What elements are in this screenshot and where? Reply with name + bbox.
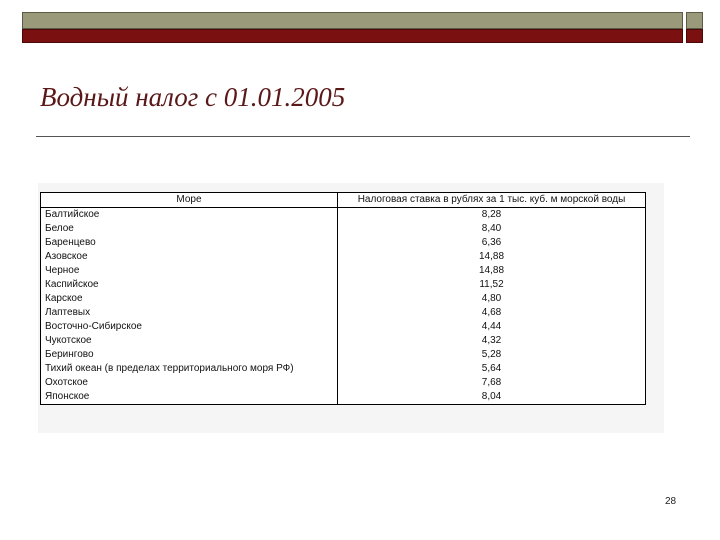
tax-rate-cell: 4,80 [338, 292, 646, 306]
table-row [41, 306, 646, 320]
sea-name-cell: Баренцево [41, 236, 338, 250]
tax-rate-table [40, 192, 646, 405]
sea-name-cell: Черное [41, 264, 338, 278]
sea-name-cell: Восточно-Сибирское [41, 320, 338, 334]
tax-rate-cell: 4,32 [338, 334, 646, 348]
table-row [41, 348, 646, 362]
decor-square-maroon [686, 29, 703, 43]
title-divider [36, 136, 690, 137]
table-header-row [41, 193, 646, 208]
table-row [41, 278, 646, 292]
tax-rate-cell: 14,88 [338, 250, 646, 264]
table-body [41, 208, 646, 405]
sea-name-cell: Азовское [41, 250, 338, 264]
sea-name-cell: Балтийское [41, 208, 338, 223]
decor-bar-olive [22, 12, 683, 29]
tax-rate-cell: 6,36 [338, 236, 646, 250]
sea-name-cell: Тихий океан (в пределах территориального моря РФ) [41, 362, 338, 376]
sea-name-cell: Японское [41, 390, 338, 405]
table-row [41, 376, 646, 390]
table-row [41, 222, 646, 236]
column-header-rate: Налоговая ставка в рублях за 1 тыс. куб. м морской воды [338, 193, 646, 208]
tax-rate-cell: 14,88 [338, 264, 646, 278]
table-row [41, 320, 646, 334]
sea-name-cell: Карское [41, 292, 338, 306]
table-row [41, 362, 646, 376]
table-row [41, 390, 646, 405]
sea-name-cell: Берингово [41, 348, 338, 362]
page-number: 28 [665, 496, 677, 507]
tax-rate-cell: 4,68 [338, 306, 646, 320]
table-row [41, 334, 646, 348]
table-row [41, 208, 646, 223]
tax-rate-cell: 5,64 [338, 362, 646, 376]
tax-rate-cell: 4,44 [338, 320, 646, 334]
sea-name-cell: Каспийское [41, 278, 338, 292]
tax-rate-cell: 8,28 [338, 208, 646, 223]
tax-rate-cell: 11,52 [338, 278, 646, 292]
tax-rate-cell: 5,28 [338, 348, 646, 362]
decor-square-olive [686, 12, 703, 29]
tax-rate-cell: 8,04 [338, 390, 646, 405]
table-row [41, 236, 646, 250]
column-header-sea: Море [41, 193, 338, 208]
table-row [41, 292, 646, 306]
decor-bar-maroon [22, 29, 683, 43]
tax-rate-cell: 8,40 [338, 222, 646, 236]
tax-rate-cell: 7,68 [338, 376, 646, 390]
slide-title: Водный налог с 01.01.2005 [40, 82, 346, 112]
sea-name-cell: Охотское [41, 376, 338, 390]
sea-name-cell: Чукотское [41, 334, 338, 348]
sea-name-cell: Лаптевых [41, 306, 338, 320]
header-decoration [0, 0, 720, 44]
sea-name-cell: Белое [41, 222, 338, 236]
table-row [41, 264, 646, 278]
table-row [41, 250, 646, 264]
